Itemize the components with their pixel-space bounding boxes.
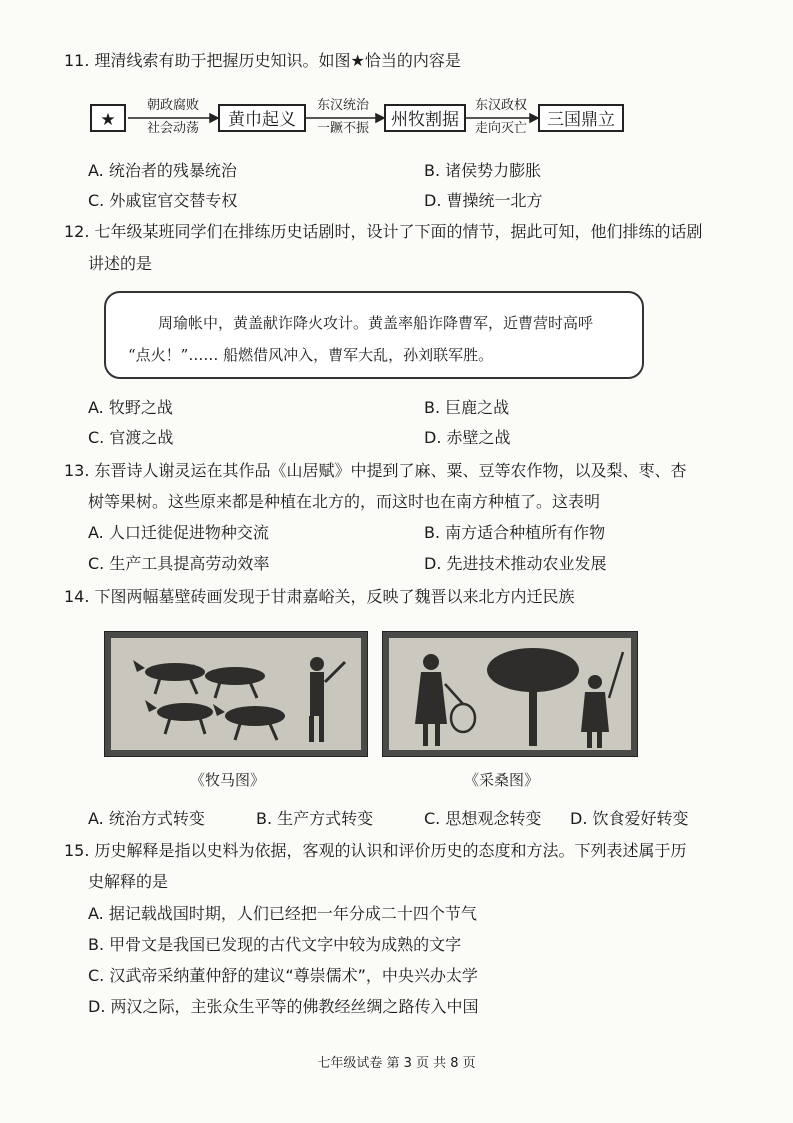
q11-stem: 11. 理清线索有助于把握历史知识。如图★恰当的内容是 <box>64 51 461 70</box>
q12-stem-line2: 讲述的是 <box>88 254 153 273</box>
q14-option-b[interactable]: B. 生产方式转变 <box>256 809 374 828</box>
herding-horses-illustration <box>105 632 367 756</box>
q12-story-line1: 周瑜帐中，黄盖献诈降火攻计。黄盖率船诈降曹军，近曹营时高呼 <box>158 314 594 332</box>
q15-stem-line2: 史解释的是 <box>88 872 169 891</box>
q14-option-d[interactable]: D. 饮食爱好转变 <box>570 809 689 828</box>
q13-stem-line1: 13. 东晋诗人谢灵运在其作品《山居赋》中提到了麻、粟、豆等农作物，以及梨、枣、杏 <box>64 461 687 480</box>
q11-box-yellow-turban: 黄巾起义 <box>218 104 306 132</box>
q11-option-b[interactable]: B. 诸侯势力膨胀 <box>424 161 542 180</box>
q12-story-box <box>104 291 644 379</box>
q11-arrow2-bottom: 一蹶不振 <box>316 121 369 136</box>
q12-option-c[interactable]: C. 官渡之战 <box>88 428 174 447</box>
q15-stem-line1: 15. 历史解释是指以史料为依据，客观的认识和评价历史的态度和方法。下列表述属于历 <box>64 841 687 860</box>
page-footer: 七年级试卷 第 3 页 共 8 页 <box>317 1056 476 1071</box>
q11-box-warlords: 州牧割据 <box>384 104 466 132</box>
q15-option-d[interactable]: D. 两汉之际，主张众生平等的佛教经丝绸之路传入中国 <box>88 997 479 1016</box>
mulberry-picking-mural-image <box>382 631 638 757</box>
q12-option-a[interactable]: A. 牧野之战 <box>88 398 173 417</box>
q11-option-d[interactable]: D. 曹操统一北方 <box>424 191 543 210</box>
q13-option-c[interactable]: C. 生产工具提高劳动效率 <box>88 554 270 573</box>
q11-option-c[interactable]: C. 外戚宦官交替专权 <box>88 191 238 210</box>
q13-option-b[interactable]: B. 南方适合种植所有作物 <box>424 523 606 542</box>
q14-option-a[interactable]: A. 统治方式转变 <box>88 809 205 828</box>
herding-horses-caption: 《牧马图》 <box>190 771 266 789</box>
q15-option-a[interactable]: A. 据记载战国时期，人们已经把一年分成二十四个节气 <box>88 904 477 923</box>
q11-box-three-kingdoms: 三国鼎立 <box>538 104 624 132</box>
q13-option-a[interactable]: A. 人口迁徙促进物种交流 <box>88 523 269 542</box>
q11-arrow3-top: 东汉政权 <box>474 98 527 113</box>
q11-arrow2-top: 东汉统治 <box>316 98 369 113</box>
q11-star-box: ★ <box>90 104 126 132</box>
q14-stem: 14. 下图两幅墓壁砖画发现于甘肃嘉峪关，反映了魏晋以来北方内迁民族 <box>64 587 575 606</box>
q15-option-b[interactable]: B. 甲骨文是我国已发现的古代文字中较为成熟的文字 <box>88 935 462 954</box>
q13-stem-line2: 树等果树。这些原来都是种植在北方的，而这时也在南方种植了。这表明 <box>88 492 601 511</box>
q11-option-a[interactable]: A. 统治者的残暴统治 <box>88 161 237 180</box>
q15-option-c[interactable]: C. 汉武帝采纳董仲舒的建议“尊崇儒术”，中央兴办太学 <box>88 966 478 985</box>
mulberry-picking-caption: 《采桑图》 <box>464 771 540 789</box>
q13-option-d[interactable]: D. 先进技术推动农业发展 <box>424 554 607 573</box>
q11-arrow1-top: 朝政腐败 <box>146 98 199 113</box>
herding-horses-mural-image <box>104 631 368 757</box>
q12-option-d[interactable]: D. 赤壁之战 <box>424 428 511 447</box>
q12-story-line2: “点火！”…… 船燃借风冲入，曹军大乱，孙刘联军胜。 <box>128 346 494 364</box>
mulberry-picking-illustration <box>383 632 637 756</box>
q11-arrow3-bottom: 走向灭亡 <box>474 121 527 136</box>
q12-stem-line1: 12. 七年级某班同学们在排练历史话剧时，设计了下面的情节，据此可知，他们排练的话剧 <box>64 222 703 241</box>
q12-option-b[interactable]: B. 巨鹿之战 <box>424 398 510 417</box>
q11-flow-arrows <box>0 0 793 160</box>
q11-arrow1-bottom: 社会动荡 <box>146 121 199 136</box>
q14-option-c[interactable]: C. 思想观念转变 <box>424 809 542 828</box>
